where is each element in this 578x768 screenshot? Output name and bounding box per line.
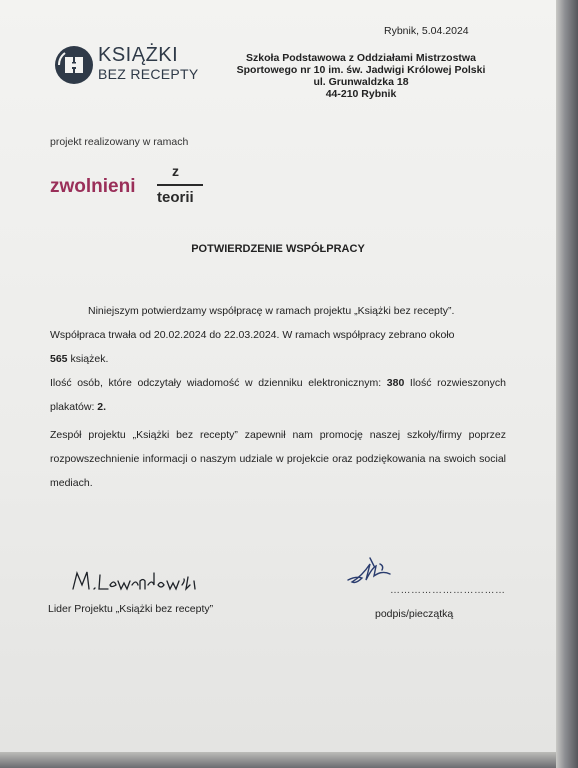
project-logo-divider [157,184,203,186]
paragraph-confirmation: Niniejszym potwierdzamy współpracę w ramach projektu „Książki bez recepty”. [88,305,455,317]
school-line: 44-210 Rybnik [325,88,397,100]
project-logo-z: z [172,163,179,179]
logo-line2: BEZ RECEPTY [98,66,199,82]
background-edge [556,0,578,768]
books-count: 565 [50,353,68,365]
document-date: Rybnik, 5.04.2024 [384,25,469,37]
school-line: Szkoła Podstawowa z Oddziałami Mistrzostwa [246,52,476,64]
project-logo-main: zwolnieni [50,176,136,197]
document-title: POTWIERDZENIE WSPÓŁPRACY [191,243,365,255]
leader-label: Lider Projektu „Książki bez recepty” [48,603,214,615]
paragraph-stats [50,371,506,419]
books-logo-icon [53,44,95,86]
school-address [226,52,496,100]
stamp-label: podpis/pieczątką [375,608,454,620]
project-logo-teorii: teorii [157,189,194,206]
background-bottom [0,752,556,768]
posters-count: 2. [97,401,107,413]
project-intro: projekt realizowany w ramach [50,136,189,148]
leader-signature [70,567,200,593]
logo-line1: KSIĄŻKI [98,44,179,66]
posters-text: Ilość rozwieszonych plakatów: [50,377,506,413]
school-line: Sportowego nr 10 im. św. Jadwigi Królowej Polski [236,64,486,76]
paragraph-duration [50,323,506,371]
duration-text: Współpraca trwała od 20.02.2024 do 22.03.2024. W ramach współpracy zebrano około [50,329,455,341]
books-suffix: książek. [67,353,109,365]
paragraph-promotion: Zespół projektu „Książki bez recepty” zapewnił nam promocję naszej szkoły/firmy poprzez rozpowszechnienie informacji o naszym udziale w projekcie oraz podziękowania na swoich social mediach. [50,429,506,489]
signature-dotted-line: …………………………… [390,585,506,596]
readers-text: Ilość osób, które odczytały wiadomość w dzienniku elektronicznym: [50,377,387,389]
school-line: ul. Grunwaldzka 18 [313,76,409,88]
readers-count: 380 [386,377,405,389]
